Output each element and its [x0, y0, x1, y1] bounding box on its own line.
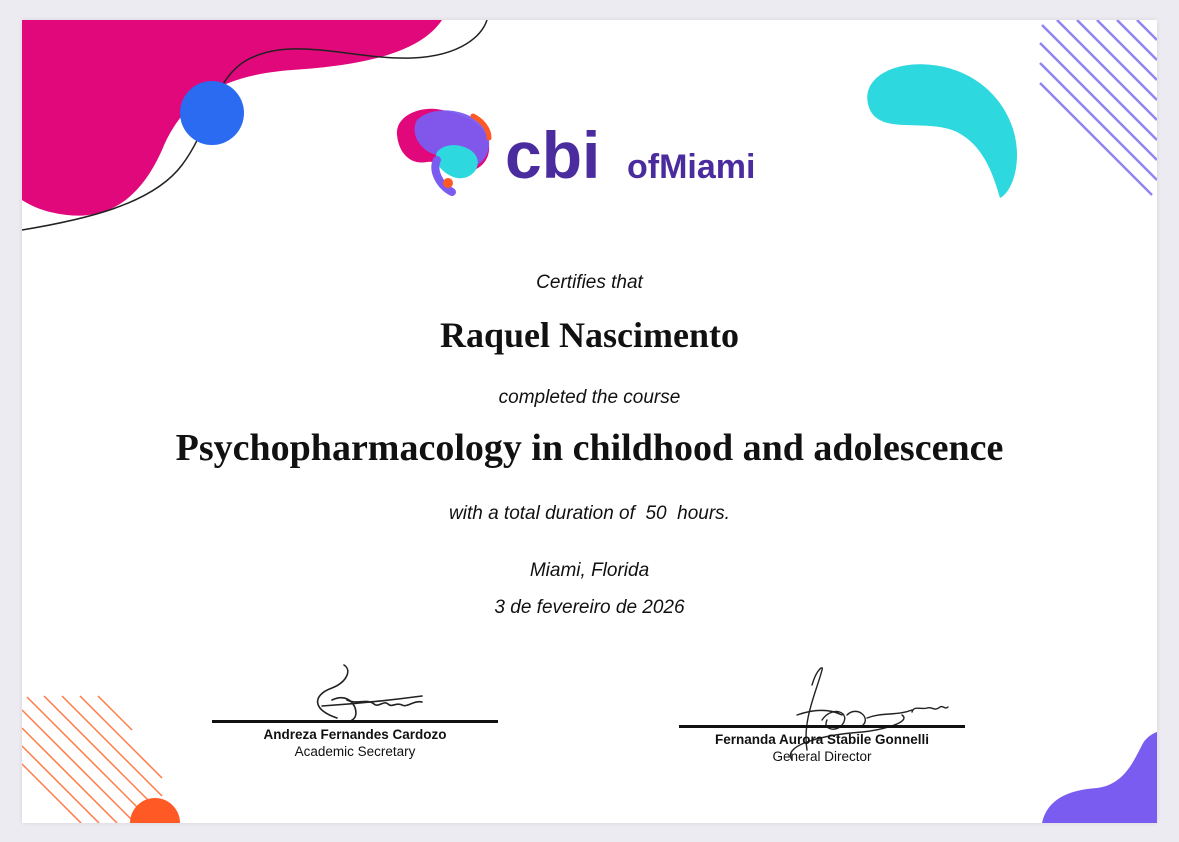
lavender-stripes-shape [1040, 20, 1157, 195]
brain-logo-icon [377, 100, 807, 200]
course-title: Psychopharmacology in childhood and adolescence [175, 427, 1004, 469]
blue-dot-shape [180, 81, 244, 145]
signatory-role: General Director [772, 749, 872, 764]
orange-halfcircle-shape [130, 798, 180, 823]
logo-suffix-text: ofMiami [627, 148, 756, 186]
signatory-name: Fernanda Aurora Stabile Gonnelli [714, 732, 930, 747]
logo-brand-text: cbi [505, 118, 601, 192]
signature-line [679, 725, 965, 728]
purple-blob-shape [1042, 732, 1157, 823]
signatory-name: Andreza Fernandes Cardozo [263, 727, 447, 742]
cyan-blob-shape [867, 64, 1017, 198]
signature-block-academic [212, 720, 498, 759]
completed-course-text: completed the course [498, 387, 681, 408]
signatory-role: Academic Secretary [294, 744, 416, 759]
certifies-text: Certifies that [536, 272, 643, 293]
duration-text: with a total duration of 50 hours. [449, 503, 730, 524]
certificate-sheet [22, 20, 1157, 823]
signature-line [212, 720, 498, 723]
date-text: 3 de fevereiro de 2026 [494, 597, 685, 618]
signature-block-director [679, 725, 965, 764]
cbi-logo [377, 100, 807, 200]
recipient-name: Raquel Nascimento [440, 315, 739, 355]
location-text: Miami, Florida [529, 560, 650, 581]
